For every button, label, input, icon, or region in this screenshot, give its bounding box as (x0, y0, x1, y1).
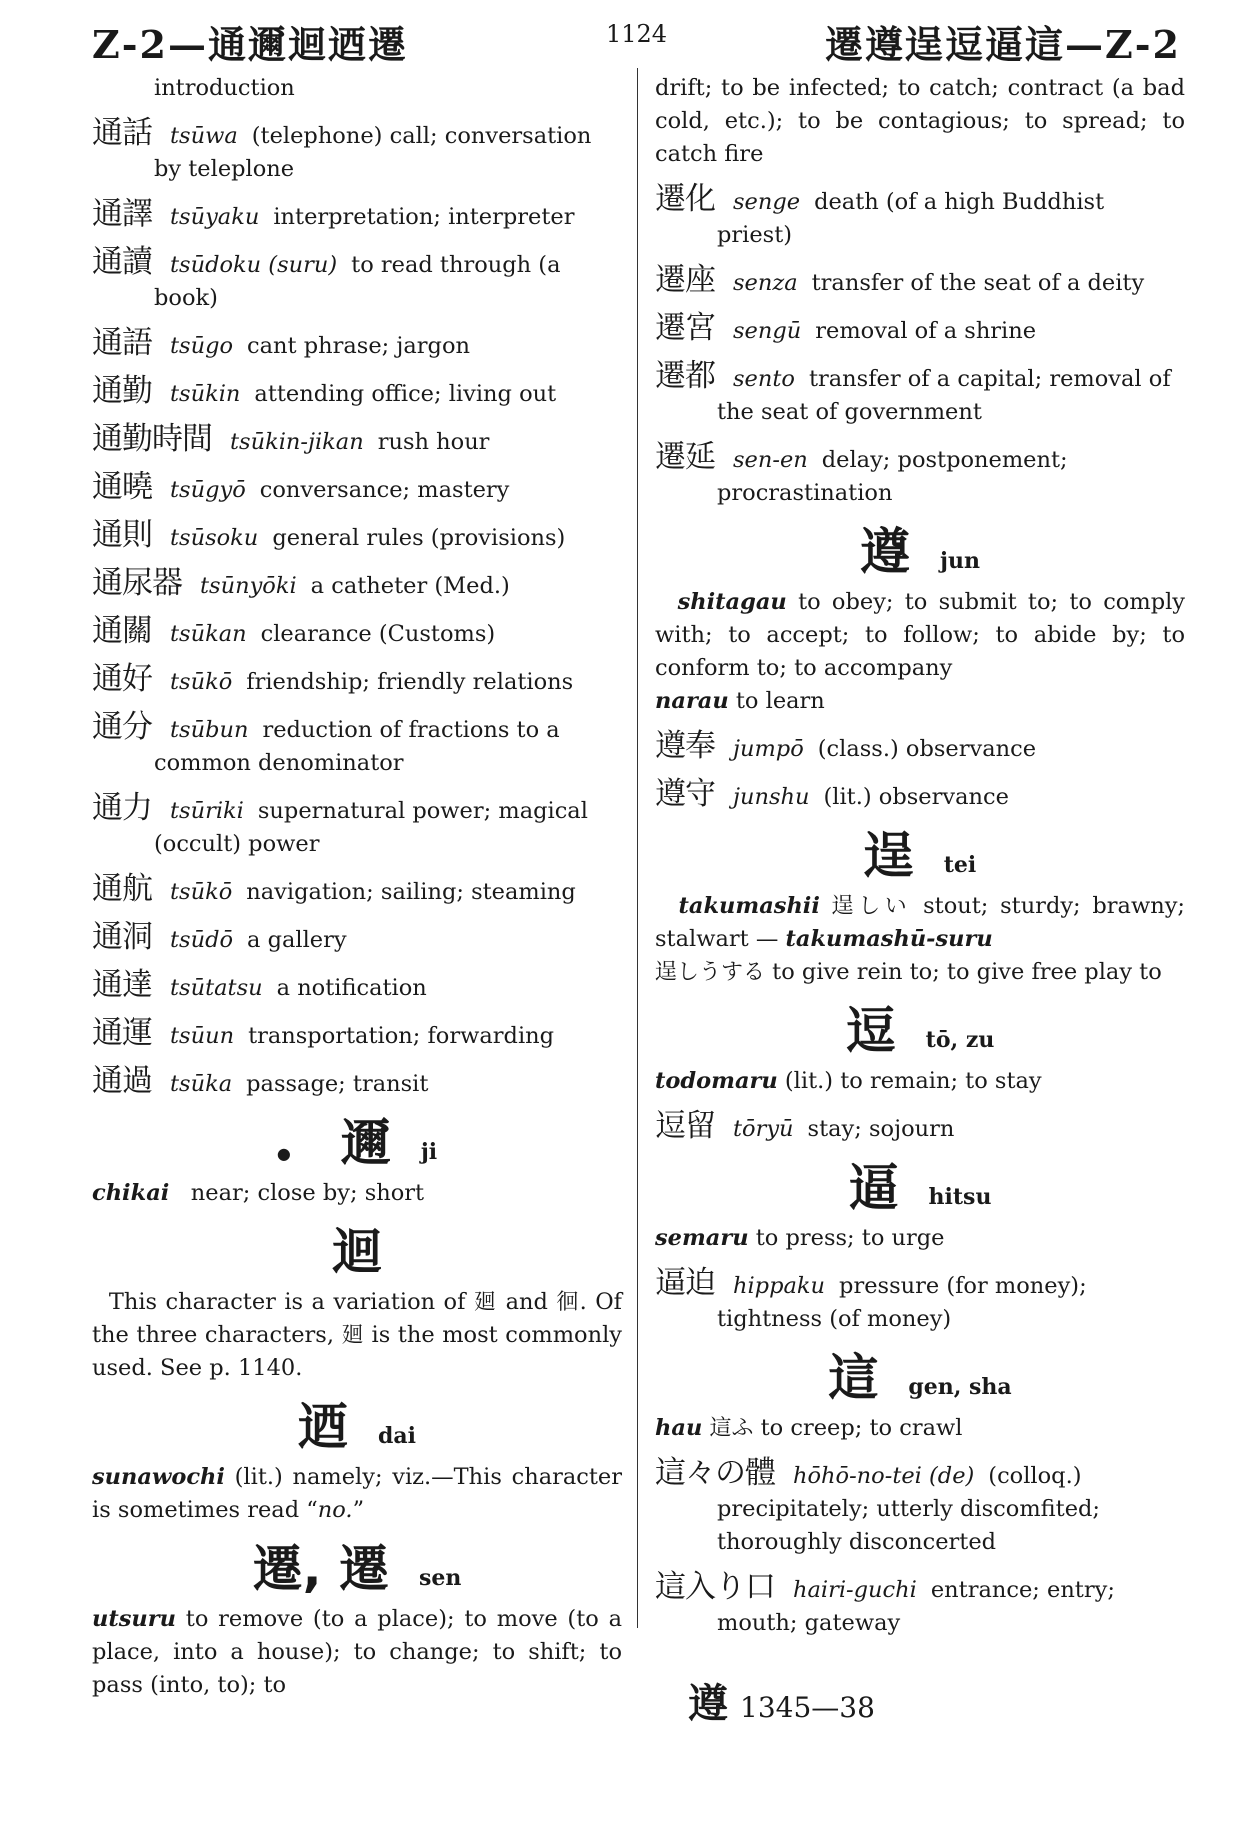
kun-reading-definition: utsuru to remove (to a place); to move (to a place, into a house); to change; to shift; to pass (into, to); to (92, 1606, 622, 1698)
dictionary-entry: 遷宮 sengū removal of a shrine (655, 310, 1037, 346)
dictionary-entry: 通好 tsūkō friendship; friendly relations (92, 661, 574, 697)
dictionary-entry: 通語 tsūgo cant phrase; jargon (92, 325, 470, 361)
heading-kanji: 遷, 遷 (252, 1540, 389, 1598)
header-right-range: 遷遵逞逗逼這—Z-2 (825, 22, 1181, 67)
column-divider (637, 68, 638, 1628)
dictionary-entry: 逗留 tōryū stay; sojourn (655, 1108, 955, 1144)
left-column (92, 72, 622, 1714)
kun-reading-definition: hau 這ふ to creep; to crawl (655, 1415, 963, 1441)
dictionary-entry: 通勤 tsūkin attending office; living out (92, 373, 557, 409)
kun-reading-definition: shitagau to obey; to submit to; to comply with; to accept; to follow; to abide by; to conform to; to accompany narau to learn (655, 589, 1185, 714)
dictionary-entry: 通勤時間 tsūkin-jikan rush hour (92, 421, 490, 457)
dictionary-entry: 通洞 tsūdō a gallery (92, 919, 347, 955)
character-heading (92, 1541, 622, 1597)
heading-kanji: 迴 (332, 1223, 382, 1281)
dictionary-entry: 通尿器 tsūnyōki a catheter (Med.) (92, 565, 510, 601)
dictionary-entry: 逼迫 hippaku pressure (for money); tightness (of money) (655, 1265, 1087, 1332)
character-heading (655, 524, 1185, 580)
dictionary-entry: 通譯 tsūyaku interpretation; interpreter (92, 196, 575, 232)
character-heading (92, 1399, 622, 1455)
dictionary-entry: 遷座 senza transfer of the seat of a deity (655, 262, 1145, 298)
heading-kanji: 這 (828, 1349, 879, 1407)
dictionary-entry: 通航 tsūkō navigation; sailing; steaming (92, 871, 576, 907)
dictionary-entry: 遵奉 jumpō (class.) observance (655, 728, 1037, 764)
kun-reading-definition: takumashii 逞しい stout; sturdy; brawny; stalwart — takumashū-suru 逞しうする to give rein to; to give free play to (655, 893, 1185, 985)
heading-reading: jun (940, 548, 980, 574)
right-column (655, 72, 1185, 1652)
continuation-text: introduction (154, 75, 295, 101)
dictionary-entry: 通分 tsūbun reduction of fractions to a common denominator (92, 709, 560, 776)
heading-reading: tei (943, 852, 977, 878)
dictionary-entry: 通關 tsūkan clearance (Customs) (92, 613, 496, 649)
heading-reading: hitsu (928, 1184, 992, 1210)
dictionary-entry: 這入り口 hairi-guchi entrance; entry; mouth; gateway (655, 1569, 1115, 1636)
heading-reading: gen, sha (908, 1374, 1012, 1400)
footer-reference-number: 1345—38 (740, 1691, 875, 1724)
character-heading (655, 1350, 1185, 1406)
heading-reading: sen (419, 1565, 462, 1591)
dictionary-entry: 遵守 junshu (lit.) observance (655, 776, 1009, 812)
heading-kanji: 迺 (298, 1398, 348, 1456)
dictionary-entry: 通話 tsūwa (telephone) call; conversation by teleplone (92, 115, 592, 182)
kun-reading-definition: chikai near; close by; short (92, 1180, 425, 1206)
dictionary-entry: 通過 tsūka passage; transit (92, 1063, 429, 1099)
dictionary-entry: 通力 tsūriki supernatural power; magical (occult) power (92, 790, 588, 857)
character-heading (92, 1224, 622, 1280)
dictionary-entry: 遷化 senge death (of a high Buddhist priest) (655, 181, 1105, 248)
heading-kanji: 遵 (860, 523, 911, 581)
dictionary-entry: 通達 tsūtatsu a notification (92, 967, 427, 1003)
dictionary-entry: 這々の體 hōhō-no-tei (de) (colloq.) precipitately; utterly discomfited; thoroughly disconcerted (655, 1455, 1101, 1555)
dictionary-entry: 通則 tsūsoku general rules (provisions) (92, 517, 566, 553)
heading-kanji: 逼 (848, 1159, 899, 1217)
page-header (92, 14, 1181, 74)
page-footer-reference (688, 1672, 875, 1729)
heading-kanji: 逗 (845, 1002, 896, 1060)
dictionary-entry: 遷都 sento transfer of a capital; removal of the seat of government (655, 358, 1171, 425)
heading-kanji: 逞 (863, 827, 914, 885)
page-number: 1124 (605, 20, 668, 48)
character-heading (655, 1160, 1185, 1216)
continuation-text: drift; to be infected; to catch; contract (a bad cold, etc.); to be contagious; to spread; to catch fire (655, 75, 1185, 167)
kun-reading-definition: todomaru (lit.) to remain; to stay (655, 1068, 1042, 1094)
heading-reading: tō, zu (925, 1027, 995, 1053)
heading-reading: dai (378, 1423, 416, 1449)
dictionary-entry: 遷延 sen-en delay; postponement; procrastination (655, 439, 1068, 506)
heading-reading: ji (420, 1139, 438, 1165)
dictionary-entry: 通運 tsūun transportation; forwarding (92, 1015, 555, 1051)
footer-kanji: 遵 (688, 1681, 728, 1727)
kun-reading-definition: sunawochi (lit.) namely; viz.—This character is sometimes read “no.” (92, 1464, 622, 1523)
header-left-range: Z-2—通邇迴迺遷 (92, 22, 408, 67)
dictionary-entry: 通讀 tsūdoku (suru) to read through (a book) (92, 244, 561, 311)
character-heading (92, 1115, 622, 1171)
heading-kanji: 邇 (340, 1114, 391, 1172)
kun-reading-definition: semaru to press; to urge (655, 1225, 945, 1251)
dictionary-entry: 通曉 tsūgyō conversance; mastery (92, 469, 510, 505)
character-heading (655, 828, 1185, 884)
grade-mark: ● (276, 1144, 291, 1163)
character-heading (655, 1003, 1185, 1059)
variant-note: This character is a variation of 廻 and 徊. Of the three characters, 廻 is the most commonly used. See p. 1140. (92, 1289, 622, 1381)
